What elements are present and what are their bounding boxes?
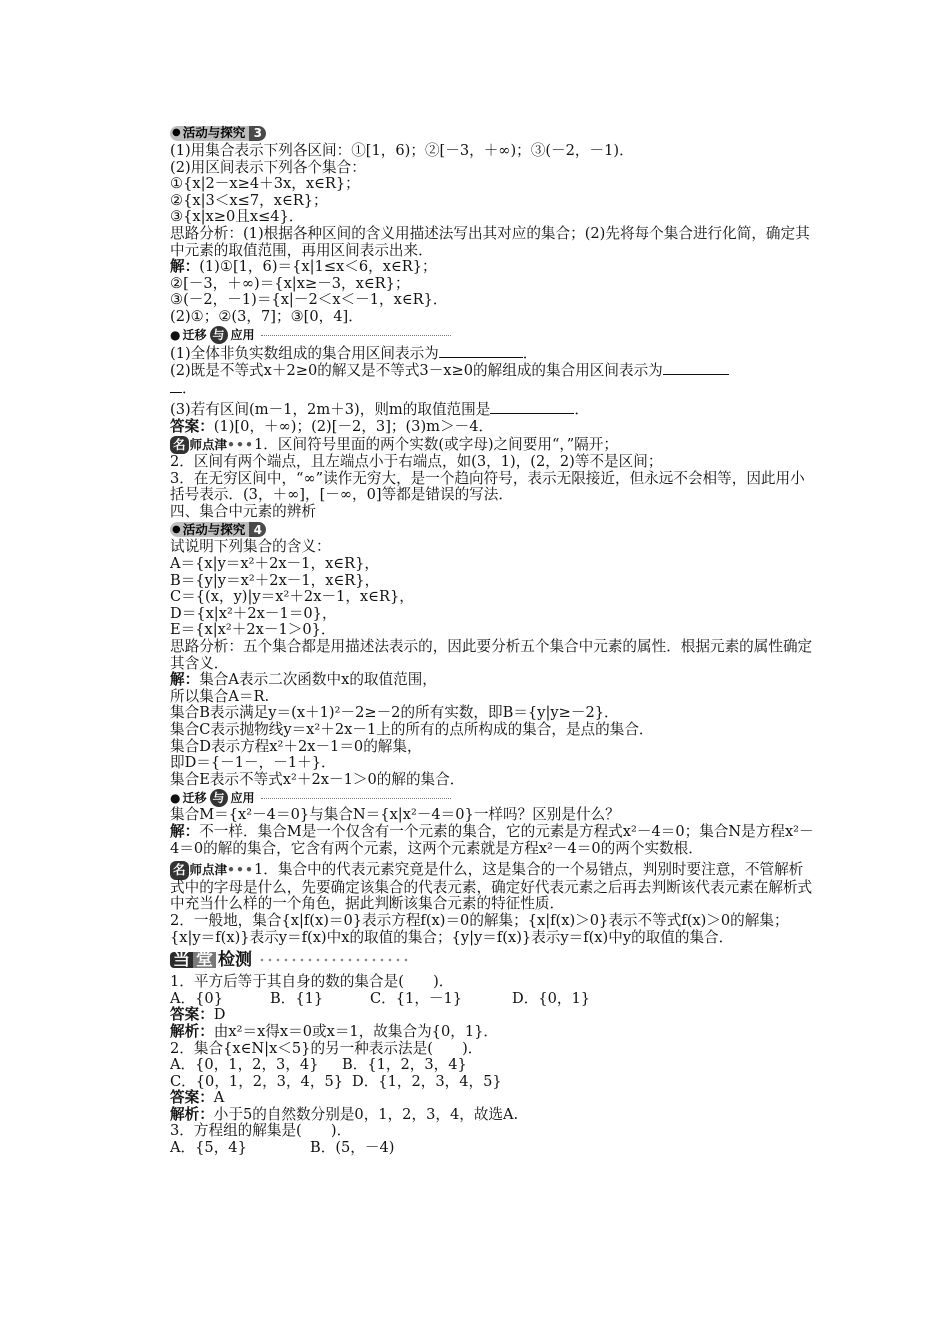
a4-sol4: 集合C表示抛物线y＝x²＋2x－1上的所有的点所构成的集合，是点的集合． — [170, 721, 654, 738]
m1-p1: 1．区间符号里面的两个实数(或字母)之间要用“，”隔开； — [254, 435, 618, 453]
transfer-text-b: 与 — [210, 789, 228, 807]
q3: 3．方程组的解集是( )． — [170, 1122, 352, 1140]
solution-label: 解： — [170, 671, 200, 689]
q2-options-ab — [170, 1057, 815, 1074]
solution-label: 解： — [170, 258, 200, 276]
m2-p2: 2．一般地，集合{x|f(x)＝0}表示方程f(x)＝0的解集；{x|f(x)＞0}表示不等式f(x)＞0的解集；{x|y＝f(x)}表示y＝f(x)中x的取值的集合；{y|y＝f(x)}表示y＝f(x)中y的取值的集合． — [170, 911, 789, 946]
activity-banner-3 — [170, 125, 815, 142]
activity-number: 3 — [249, 126, 266, 141]
activity-label — [170, 126, 249, 141]
t2-sol: 不一样．集合M是一个仅含有一个元素的集合，它的元素是方程式x²－4＝0；集合N是方程x²－4＝0的解的集合，它含有两个元素，这两个元素就是方程x²－4＝0的两个实数根． — [170, 822, 814, 857]
a3-sol3: ③(－2，－1)＝{x|－2＜x＜－1，x∈R}． — [170, 291, 448, 309]
solution-label: 解： — [170, 822, 200, 840]
section-4-heading: 四、集合中元素的辨析 — [170, 502, 316, 520]
transfer-text-c: 应用 — [230, 327, 255, 342]
a3-sol4: (2)①；②(3，7]；③[0，4]． — [170, 307, 363, 325]
explanation-label: 解析： — [170, 1022, 214, 1040]
t1-q3-line: (3)若有区间(m－1，2m＋3)，则m的取值范围是 ． — [170, 401, 589, 419]
a4-sol5: 集合D表示方程x²＋2x－1＝0的解集， — [170, 737, 422, 755]
dotted-rule — [261, 334, 451, 336]
q2-ans-line — [170, 1090, 815, 1107]
transfer-text-c: 应用 — [230, 790, 255, 805]
t1-ans: (1)[0，＋∞)；(2)[－2，3]；(3)m＞－4． — [213, 417, 494, 435]
a3-think: 思路分析：(1)根据各种区间的含义用描述法写出其对应的集合；(2)先将每个集合进行化简，确定其中元素的取值范围，再用区间表示出来． — [170, 224, 810, 259]
q1: 1．平方后等于其自身的数的集合是( )． — [170, 973, 454, 991]
a4-set-e: E＝{x|x²＋2x－1＞0}． — [170, 621, 336, 639]
q2-exp-line — [170, 1107, 815, 1124]
master-badge-b: 师点津 — [189, 862, 228, 878]
transfer-label — [170, 328, 257, 343]
t2-q: 集合M＝{x²－4＝0}与集合N＝{x|x²－4＝0}一样吗？区别是什么？ — [170, 806, 620, 824]
in-class-test-label — [170, 949, 254, 970]
bullet-icon: ● — [172, 523, 181, 535]
t1-q2-line — [170, 362, 815, 380]
a4-set-a: A＝{x|y＝x²＋2x－1，x∈R}， — [170, 555, 379, 573]
bullet-icon: ● — [170, 327, 181, 342]
a4-set-d: D＝{x|x²＋2x－1＝0}， — [170, 604, 337, 622]
t1-q1-line: (1)全体非负实数组成的集合用区间表示为 ． — [170, 344, 538, 362]
q1-exp-line — [170, 1024, 815, 1041]
t2-sol-block — [170, 824, 815, 857]
q2-exp: 小于5的自然数分别是0，1，2，3，4，故选A. — [213, 1105, 519, 1123]
master-tip-2-block — [170, 861, 815, 913]
q1-ans: D — [213, 1006, 226, 1024]
transfer-text-a: 迁移 — [182, 327, 207, 342]
a4-think: 思路分析：五个集合都是用描述法表示的，因此要分析五个集合中元素的属性．根据元素的属性确定其含义． — [170, 638, 813, 672]
t1-q3: (3)若有区间(m－1，2m＋3)，则m的取值范围是 — [170, 401, 491, 419]
t1-ans-line — [170, 419, 815, 436]
a4-sol1-line — [170, 672, 815, 689]
q3-option-a: A．{5，4} — [170, 1139, 247, 1157]
answer-label: 答案： — [170, 417, 214, 435]
dangtang-c: 检测 — [218, 949, 252, 970]
master-dots: ••• — [227, 862, 254, 878]
m2-p1: 1．集合中的代表元素究竟是什么，这是集合的一个易错点，判别时要注意，不管解析式中的字母是什么，先要确定该集合的代表元素，确定好代表元素之后再去判断该代表元素在解析式中充当什么样的一个角色，据此判断该集合元素的特征性质． — [170, 861, 813, 913]
document-body — [170, 124, 815, 1157]
q1-options — [170, 991, 815, 1008]
master-dots: ••• — [227, 436, 254, 452]
a4-sol7: 集合E表示不等式x²＋2x－1＞0的解的集合． — [170, 770, 465, 788]
transfer-banner-2 — [170, 789, 815, 806]
t1-q2: (2)既是不等式x＋2≥0的解又是不等式3－x≥0的解组成的集合用区间表示为 — [170, 362, 663, 380]
dotted-rule — [261, 797, 451, 799]
q3-option-b: B．(5，－4) — [310, 1139, 395, 1157]
q2-option-b: B．{1，2，3，4} — [342, 1056, 467, 1074]
activity-text: 活动与探究 — [182, 521, 246, 537]
transfer-banner-1 — [170, 327, 815, 344]
q1-option-c: C．{1，－1} — [370, 989, 463, 1007]
answer-blank — [490, 401, 574, 414]
m1-p3: 3．在无穷区间中，“∞”读作无穷大，是一个趋向符号，表示无限接近，但永远不会相等，因此用小括号表示．(3，＋∞]，[－∞，0]等都是错误的写法． — [170, 469, 805, 504]
transfer-text-a: 迁移 — [182, 790, 207, 805]
activity-label — [170, 522, 249, 537]
dangtang-b: 堂 — [193, 952, 216, 969]
bullet-icon: ● — [172, 127, 181, 139]
q1-option-b: B．{1} — [270, 989, 324, 1007]
a4-sol3: 集合B表示满足y＝(x＋1)²－2≥－2的所有实数，即B＝{y|y≥－2}． — [170, 704, 619, 722]
q1-option-d: D．{0，1} — [512, 989, 591, 1007]
t1-q2b: ． — [182, 379, 197, 397]
a3-q1: (1)用集合表示下列各区间：①[1，6)；②[－3，＋∞)；③(－2，－1)． — [170, 142, 634, 159]
transfer-text-b: 与 — [210, 326, 228, 344]
a4-sol1: 集合A表示二次函数中x的取值范围， — [199, 671, 437, 689]
q2-options-cd — [170, 1074, 815, 1091]
q1-ans-line — [170, 1007, 815, 1024]
master-tip-badge — [170, 861, 254, 880]
explanation-label: 解析： — [170, 1105, 214, 1123]
answer-blank — [170, 380, 182, 393]
bullet-icon: ● — [170, 790, 181, 805]
answer-label: 答案： — [170, 1089, 214, 1107]
a4-sol2: 所以集合A＝R. — [170, 687, 270, 705]
a3-sol2: ②[－3，＋∞)＝{x|x≥－3，x∈R}； — [170, 274, 410, 292]
activity-number: 4 — [249, 522, 266, 537]
t1-q1: (1)全体非负实数组成的集合用区间表示为 — [170, 344, 439, 362]
q2-option-a: A．{0，1，2，3，4} — [170, 1056, 319, 1074]
in-class-test-banner — [170, 948, 815, 972]
activity-banner-4 — [170, 521, 815, 538]
master-badge-b: 师点津 — [189, 436, 228, 452]
a3-s3: ③{x|x≥0且x≤4}． — [170, 208, 304, 226]
a4-intro: 试说明下列集合的含义： — [170, 538, 331, 556]
transfer-label — [170, 790, 257, 805]
activity-text: 活动与探究 — [182, 125, 246, 141]
a4-set-b: B＝{y|y＝x²＋2x－1，x∈R}， — [170, 571, 380, 589]
answer-blank — [663, 362, 729, 375]
answer-label: 答案： — [170, 1006, 214, 1024]
master-badge-a: 名 — [170, 861, 189, 880]
q3-options — [170, 1140, 815, 1157]
q2-option-d: D．{1，2，3，4，5} — [352, 1072, 502, 1090]
a4-sol6: 即D＝{－1－，－1＋}． — [170, 754, 336, 772]
q2-ans: A — [213, 1089, 225, 1107]
q2-option-c: C．{0，1，2，3，4，5} — [170, 1072, 344, 1090]
a3-sol1-line — [170, 259, 815, 276]
master-badge-a: 名 — [170, 436, 189, 455]
q1-option-a: A．{0} — [170, 989, 223, 1007]
t1-q2b-line — [170, 380, 815, 398]
a3-sol1: (1)①[1，6)＝{x|1≤x＜6，x∈R}； — [199, 258, 437, 276]
q1-exp: 由x²＝x得x＝0或x＝1，故集合为{0，1}． — [213, 1022, 498, 1040]
dotted-decoration — [258, 956, 408, 964]
q2: 2．集合{x∈N|x＜5}的另一种表示法是( )． — [170, 1039, 483, 1057]
master-tip-badge — [170, 436, 254, 455]
master-tip-1-line — [170, 436, 815, 455]
a3-s1: ①{x|2－x≥4＋3x，x∈R}； — [170, 175, 360, 193]
a4-set-c: C＝{(x，y)|y＝x²＋2x－1，x∈R}， — [170, 588, 414, 606]
answer-blank — [439, 345, 523, 358]
a3-q2: (2)用区间表示下列各个集合： — [170, 158, 366, 176]
m1-p2: 2．区间有两个端点，且左端点小于右端点，如(3，1)，(2，2)等不是区间； — [170, 453, 663, 471]
a3-s2: ②{x|3＜x≤7，x∈R}； — [170, 191, 328, 209]
dangtang-a: 当 — [170, 952, 193, 969]
